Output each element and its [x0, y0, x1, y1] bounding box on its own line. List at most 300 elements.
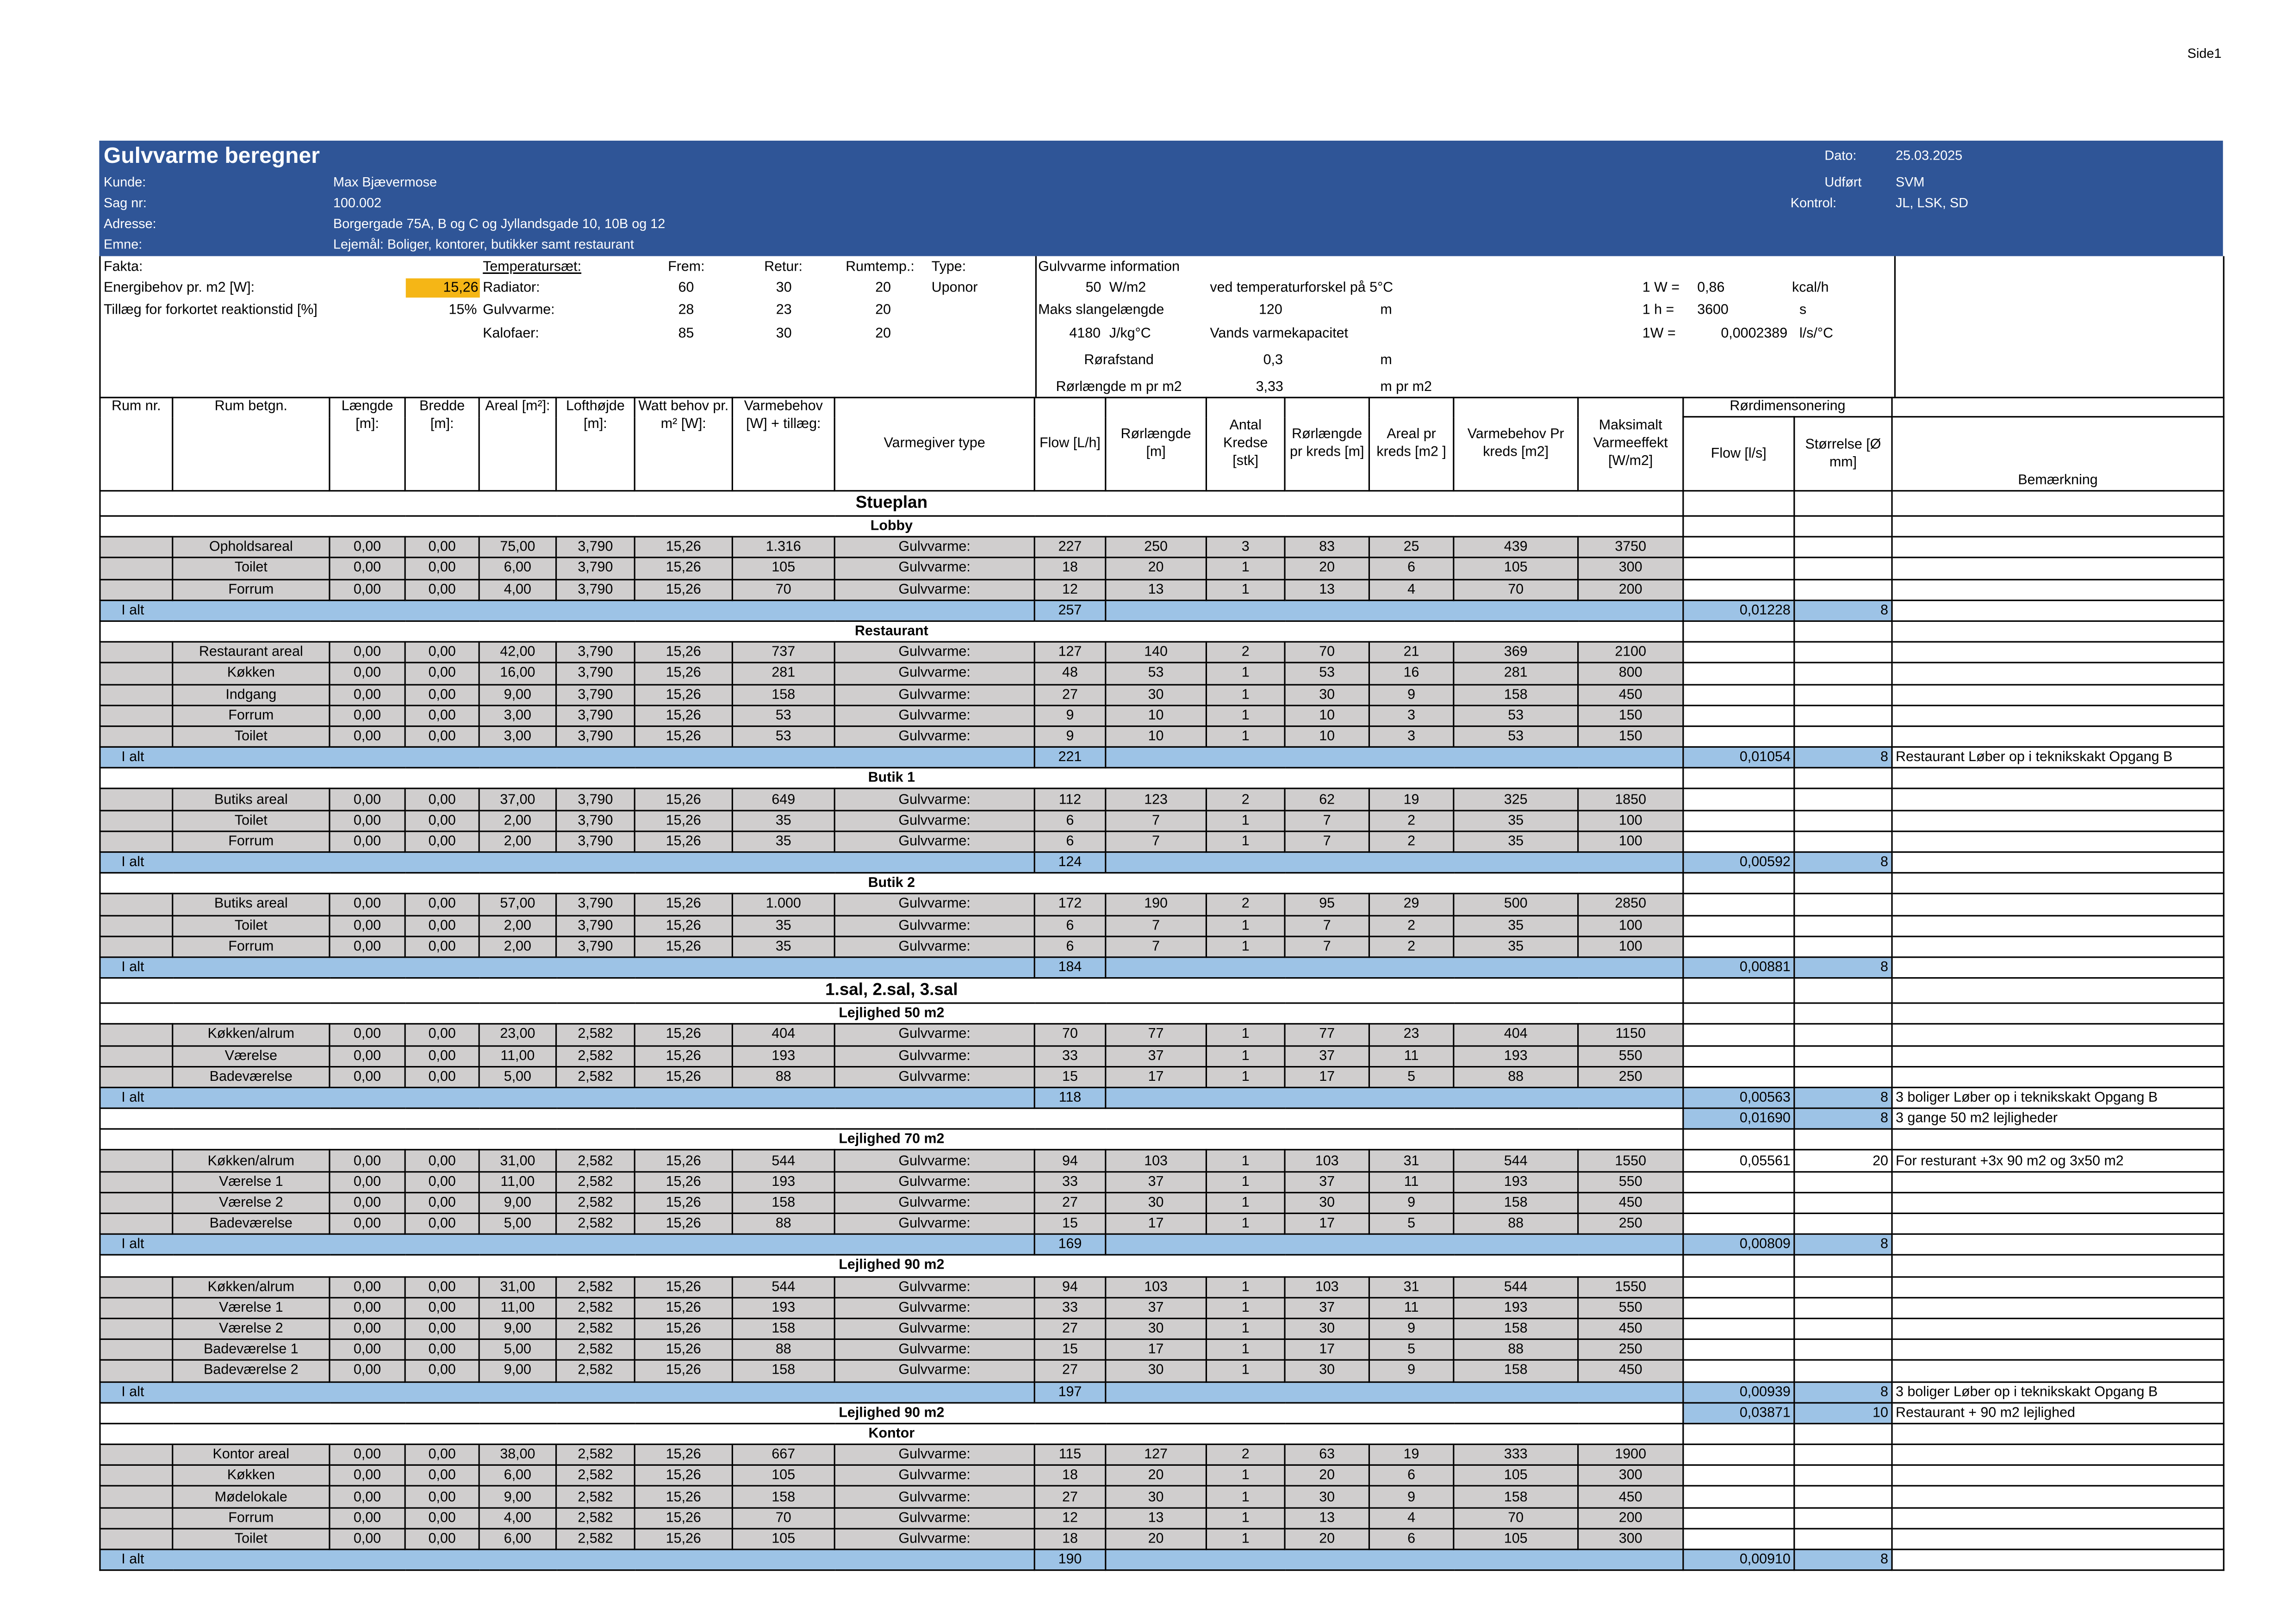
data-cell: 37 [1106, 1045, 1207, 1066]
data-cell: 2 [1369, 936, 1453, 957]
flow-ls-cell [1683, 915, 1794, 936]
data-cell: 550 [1578, 1172, 1683, 1192]
data-cell: 0,00 [405, 894, 479, 915]
data-cell: Toilet [173, 726, 330, 747]
stoerrelse-cell [1794, 1444, 1892, 1465]
data-cell: 544 [1454, 1277, 1578, 1297]
group-header [100, 768, 2224, 789]
cell [1683, 621, 1794, 642]
stoerrelse-cell: 8 [1794, 600, 1892, 621]
table-row [100, 1045, 2224, 1066]
data-cell: 105 [1454, 1528, 1578, 1549]
data-cell: 70 [1034, 1024, 1106, 1045]
data-cell: 2100 [1578, 642, 1683, 663]
table-row [100, 537, 2224, 558]
bemaerkning-cell [1892, 936, 2224, 957]
data-cell: 6 [1034, 831, 1106, 852]
data-cell: 7 [1285, 831, 1369, 852]
data-cell: 15 [1034, 1066, 1106, 1087]
data-cell: 0,00 [330, 1297, 405, 1318]
cell [1794, 873, 1892, 894]
data-cell: 158 [1454, 1192, 1578, 1213]
table-row [100, 663, 2224, 684]
table-row [100, 1318, 2224, 1339]
data-cell: 158 [1454, 1360, 1578, 1381]
data-cell: 2,582 [556, 1066, 635, 1087]
data-cell: 140 [1106, 642, 1207, 663]
data-cell: 6,00 [479, 1528, 556, 1549]
data-cell: Restaurant areal [173, 642, 330, 663]
rum-nr-cell [100, 1066, 173, 1087]
stoerrelse-cell [1794, 558, 1892, 579]
blank-cell [100, 1108, 1683, 1129]
total-row [100, 1087, 2224, 1108]
data-cell: 2,582 [556, 1277, 635, 1297]
header-value-udfoert: SVM [1896, 174, 1925, 190]
data-cell: 2 [1206, 894, 1285, 915]
data-cell: 2 [1206, 789, 1285, 810]
data-cell: 13 [1285, 1507, 1369, 1528]
total-flow: 190 [1034, 1550, 1106, 1570]
data-cell: 1 [1206, 1066, 1285, 1087]
data-cell: 112 [1034, 789, 1106, 810]
header-value-adresse: Borgergade 75A, B og C og Jyllandsgade 10, 10B og 12 [333, 216, 666, 231]
sheet-label: Side1 [2187, 46, 2221, 61]
table-row [100, 726, 2224, 747]
data-cell: 737 [732, 642, 834, 663]
divider [2223, 256, 2224, 397]
data-cell: Forrum [173, 936, 330, 957]
data-cell: 15,26 [635, 1339, 732, 1360]
data-cell: 1 [1206, 579, 1285, 600]
stoerrelse-cell [1794, 936, 1892, 957]
data-cell: 250 [1106, 537, 1207, 558]
data-cell: 3,790 [556, 789, 635, 810]
bemaerkning-cell [1892, 684, 2224, 705]
data-cell: 9,00 [479, 1487, 556, 1507]
data-cell: 2,582 [556, 1297, 635, 1318]
data-cell: 15,26 [635, 1213, 732, 1234]
data-cell: 15,26 [635, 936, 732, 957]
data-cell: 3,00 [479, 726, 556, 747]
stoerrelse-cell: 8 [1794, 1087, 1892, 1108]
data-cell: 227 [1034, 537, 1106, 558]
data-cell: 2,582 [556, 1528, 635, 1549]
data-cell: 15,26 [635, 915, 732, 936]
stoerrelse-cell: 8 [1794, 1382, 1892, 1402]
total-fill [1106, 957, 1683, 978]
data-cell: 105 [1454, 558, 1578, 579]
data-cell: 15,26 [635, 1318, 732, 1339]
data-cell: Gulvvarme: [834, 1172, 1034, 1192]
data-cell: 5 [1369, 1066, 1453, 1087]
rum-nr-cell [100, 579, 173, 600]
bemaerkning-cell [1892, 1528, 2224, 1549]
data-cell: 13 [1106, 579, 1207, 600]
cell [1683, 1003, 1794, 1024]
total-label: I alt [100, 1234, 1034, 1255]
data-cell: 0,00 [330, 1465, 405, 1486]
data-cell: 27 [1034, 1192, 1106, 1213]
group-title: Butik 1 [100, 768, 1683, 789]
flow-ls-cell [1683, 1528, 1794, 1549]
data-cell: 9 [1369, 1192, 1453, 1213]
data-cell: 15,26 [635, 663, 732, 684]
bemaerkning-cell [1892, 600, 2224, 621]
info-unit: W/m2 [1109, 279, 1146, 296]
data-cell: 15,26 [635, 1066, 732, 1087]
data-cell: 100 [1578, 831, 1683, 852]
data-cell: 15,26 [635, 705, 732, 726]
data-cell: 2,582 [556, 1318, 635, 1339]
data-cell: 1 [1206, 1213, 1285, 1234]
data-cell: 0,00 [330, 810, 405, 831]
data-cell: 30 [1106, 1318, 1207, 1339]
col-flow: Flow [L/h] [1034, 397, 1106, 491]
data-cell: 11,00 [479, 1172, 556, 1192]
data-cell: 17 [1285, 1066, 1369, 1087]
temp-label-gulvvarme: Gulvvarme: [483, 302, 555, 318]
data-cell: 3,790 [556, 642, 635, 663]
data-cell: 23 [1369, 1024, 1453, 1045]
data-cell: Gulvvarme: [834, 831, 1034, 852]
data-cell: 37 [1285, 1045, 1369, 1066]
rum-nr-cell [100, 789, 173, 810]
data-cell: Værelse [173, 1045, 330, 1066]
data-cell: 0,00 [330, 1024, 405, 1045]
total-label: I alt [100, 1550, 1034, 1570]
table-body [100, 491, 2224, 1570]
data-cell: 1 [1206, 1507, 1285, 1528]
bemaerkning-cell [1892, 1234, 2224, 1255]
table-row [100, 1297, 2224, 1318]
total-row [100, 1234, 2224, 1255]
data-cell: Gulvvarme: [834, 936, 1034, 957]
table-row [100, 705, 2224, 726]
data-cell: 158 [732, 684, 834, 705]
data-cell: 1 [1206, 1360, 1285, 1381]
rum-nr-cell [100, 936, 173, 957]
bemaerkning-cell [1892, 1360, 2224, 1381]
data-cell: 0,00 [405, 831, 479, 852]
stoerrelse-cell [1794, 1507, 1892, 1528]
data-cell: 544 [1454, 1150, 1578, 1171]
data-cell: 2850 [1578, 894, 1683, 915]
data-cell: 0,00 [330, 1507, 405, 1528]
flow-ls-cell [1683, 537, 1794, 558]
cell [1892, 873, 2224, 894]
data-cell: 42,00 [479, 642, 556, 663]
data-cell: 158 [1454, 1487, 1578, 1507]
col-rum-nr: Rum nr. [100, 397, 173, 491]
stoerrelse-cell: 8 [1794, 747, 1892, 768]
data-cell: 6 [1369, 558, 1453, 579]
rum-nr-cell [100, 558, 173, 579]
data-cell: Gulvvarme: [834, 726, 1034, 747]
data-cell: 15,26 [635, 1024, 732, 1045]
data-cell: 0,00 [405, 1465, 479, 1486]
data-cell: 0,00 [330, 684, 405, 705]
flow-ls-cell [1683, 1507, 1794, 1528]
data-cell: 35 [1454, 810, 1578, 831]
stoerrelse-cell [1794, 1360, 1892, 1381]
info-unit: m [1380, 302, 1392, 318]
data-cell: 88 [1454, 1339, 1578, 1360]
temp-frem-gulvvarme: 28 [678, 302, 694, 318]
bemaerkning-cell [1892, 1277, 2224, 1297]
data-cell: Køkken [173, 1465, 330, 1486]
data-cell: 13 [1285, 579, 1369, 600]
stoerrelse-cell: 10 [1794, 1402, 1892, 1423]
data-cell: 0,00 [405, 1045, 479, 1066]
data-cell: 500 [1454, 894, 1578, 915]
data-cell: 37 [1106, 1172, 1207, 1192]
data-cell: 0,00 [405, 1172, 479, 1192]
data-cell: 15 [1034, 1213, 1106, 1234]
data-cell: 103 [1285, 1277, 1369, 1297]
flow-ls-cell: 0,00910 [1683, 1550, 1794, 1570]
data-cell: Forrum [173, 831, 330, 852]
cell [1794, 768, 1892, 789]
flow-ls-cell: 0,00563 [1683, 1087, 1794, 1108]
data-cell: 62 [1285, 789, 1369, 810]
conv-value: 0,86 [1697, 279, 1725, 296]
data-cell: 30 [1106, 1192, 1207, 1213]
data-cell: Gulvvarme: [834, 642, 1034, 663]
flow-ls-cell: 0,01228 [1683, 600, 1794, 621]
energi-value: 15,26 [406, 279, 480, 298]
data-cell: 2 [1206, 642, 1285, 663]
rum-nr-cell [100, 1465, 173, 1486]
flow-ls-cell [1683, 1277, 1794, 1297]
data-cell: 25 [1369, 537, 1453, 558]
data-cell: Gulvvarme: [834, 1465, 1034, 1486]
data-cell: 5,00 [479, 1339, 556, 1360]
data-cell: 9,00 [479, 1192, 556, 1213]
data-cell: 15,26 [635, 1297, 732, 1318]
data-cell: 404 [1454, 1024, 1578, 1045]
cell [1892, 1129, 2224, 1150]
temp-header: Temperatursæt: [483, 259, 582, 276]
data-cell: 1 [1206, 705, 1285, 726]
data-cell: 0,00 [330, 936, 405, 957]
divider [1894, 256, 1896, 397]
data-cell: 0,00 [405, 1297, 479, 1318]
data-cell: 0,00 [405, 726, 479, 747]
group-header [100, 1003, 2224, 1024]
bemaerkning-cell [1892, 642, 2224, 663]
data-cell: 7 [1106, 915, 1207, 936]
data-cell: 300 [1578, 1465, 1683, 1486]
stoerrelse-cell [1794, 1024, 1892, 1045]
data-cell: 3,790 [556, 663, 635, 684]
stoerrelse-cell [1794, 1277, 1892, 1297]
bemaerkning-cell [1892, 1024, 2224, 1045]
data-cell: 11 [1369, 1045, 1453, 1066]
data-cell: 1 [1206, 810, 1285, 831]
data-cell: 450 [1578, 684, 1683, 705]
data-cell: 158 [1454, 684, 1578, 705]
conv-unit: l/s/°C [1799, 326, 1833, 342]
col-laengde: Længde [m]: [330, 397, 405, 491]
col-group-roerdimensonering: Rørdimensonering [1683, 397, 1892, 417]
stoerrelse-cell [1794, 663, 1892, 684]
rum-nr-cell [100, 1297, 173, 1318]
flow-ls-cell [1683, 1192, 1794, 1213]
data-cell: 15,26 [635, 579, 732, 600]
table-row [100, 915, 2224, 936]
data-cell: 9 [1369, 1318, 1453, 1339]
data-cell: 0,00 [405, 1487, 479, 1507]
conv-label: 1 h = [1642, 302, 1674, 318]
bemaerkning-cell [1892, 894, 2224, 915]
data-cell: 9,00 [479, 1318, 556, 1339]
data-cell: 3,790 [556, 579, 635, 600]
flow-ls-cell: 0,01054 [1683, 747, 1794, 768]
data-cell: 37,00 [479, 789, 556, 810]
stoerrelse-cell [1794, 831, 1892, 852]
data-cell: 77 [1285, 1024, 1369, 1045]
stoerrelse-cell [1794, 1465, 1892, 1486]
group-header [100, 1255, 2224, 1276]
bemaerkning-cell [1892, 1487, 2224, 1507]
data-cell: 15,26 [635, 1045, 732, 1066]
data-cell: 15,26 [635, 642, 732, 663]
bemaerkning-cell [1892, 663, 2224, 684]
cell [1794, 1255, 1892, 1276]
data-cell: 7 [1285, 915, 1369, 936]
data-cell: 1.316 [732, 537, 834, 558]
data-cell: 38,00 [479, 1444, 556, 1465]
data-cell: 3,790 [556, 831, 635, 852]
data-cell: 100 [1578, 915, 1683, 936]
data-cell: 1 [1206, 1465, 1285, 1486]
temp-rum-gulvvarme: 20 [875, 302, 891, 318]
data-cell: 1 [1206, 915, 1285, 936]
data-cell: 2 [1369, 915, 1453, 936]
data-cell: 0,00 [330, 1172, 405, 1192]
data-cell: 1 [1206, 1192, 1285, 1213]
data-cell: 5 [1369, 1339, 1453, 1360]
stoerrelse-cell: 8 [1794, 957, 1892, 978]
data-cell: 2,00 [479, 936, 556, 957]
stoerrelse-cell [1794, 789, 1892, 810]
tillaeg-label: Tillæg for forkortet reaktionstid [%] [104, 302, 317, 318]
data-cell: 88 [1454, 1213, 1578, 1234]
data-cell: 30 [1106, 1487, 1207, 1507]
data-cell: 6,00 [479, 1465, 556, 1486]
stoerrelse-cell [1794, 642, 1892, 663]
data-cell: 70 [1454, 1507, 1578, 1528]
flow-ls-cell [1683, 789, 1794, 810]
data-cell: 30 [1285, 1318, 1369, 1339]
data-cell: Gulvvarme: [834, 558, 1034, 579]
data-cell: 325 [1454, 789, 1578, 810]
data-cell: 250 [1578, 1066, 1683, 1087]
bemaerkning-cell [1892, 1444, 2224, 1465]
header-label-udfoert: Udført [1824, 174, 1862, 190]
section-title: Stueplan [100, 491, 1683, 516]
data-cell: 1 [1206, 831, 1285, 852]
data-cell: Gulvvarme: [834, 915, 1034, 936]
total-fill [1106, 1550, 1683, 1570]
data-cell: 95 [1285, 894, 1369, 915]
group-title: Butik 2 [100, 873, 1683, 894]
data-cell: 439 [1454, 537, 1578, 558]
data-cell: 15,26 [635, 1507, 732, 1528]
fakta-block [99, 256, 2224, 397]
bemaerkning-cell [1892, 915, 2224, 936]
energi-label: Energibehov pr. m2 [W]: [104, 279, 255, 296]
data-cell: 15,26 [635, 1465, 732, 1486]
data-cell: 18 [1034, 1528, 1106, 1549]
col-areal-kreds: Areal pr kreds [m2 ] [1369, 397, 1453, 491]
cell [1892, 491, 2224, 516]
cell [1794, 621, 1892, 642]
data-cell: 0,00 [405, 810, 479, 831]
data-cell: 333 [1454, 1444, 1578, 1465]
stoerrelse-cell [1794, 1045, 1892, 1066]
table-row [100, 789, 2224, 810]
data-cell: Gulvvarme: [834, 1066, 1034, 1087]
rum-nr-cell [100, 1444, 173, 1465]
stoerrelse-cell: 20 [1794, 1150, 1892, 1171]
data-cell: 649 [732, 789, 834, 810]
data-cell: 0,00 [330, 1277, 405, 1297]
data-cell: 0,00 [405, 936, 479, 957]
data-cell: 2,582 [556, 1487, 635, 1507]
total-row [100, 600, 2224, 621]
data-cell: 35 [1454, 915, 1578, 936]
data-cell: 20 [1285, 558, 1369, 579]
total-flow: 124 [1034, 852, 1106, 873]
data-cell: 1 [1206, 684, 1285, 705]
data-cell: 53 [1106, 663, 1207, 684]
data-cell: 0,00 [330, 894, 405, 915]
total-flow: 221 [1034, 747, 1106, 768]
header-label-sag: Sag nr: [104, 195, 147, 211]
data-cell: 53 [1285, 663, 1369, 684]
data-cell: 35 [732, 810, 834, 831]
data-cell: 70 [1285, 642, 1369, 663]
info-value: 3,33 [1256, 379, 1283, 396]
data-cell: 103 [1106, 1277, 1207, 1297]
table-row [100, 1465, 2224, 1486]
data-cell: 105 [732, 558, 834, 579]
data-cell: Kontor areal [173, 1444, 330, 1465]
data-cell: 0,00 [405, 684, 479, 705]
data-cell: Gulvvarme: [834, 684, 1034, 705]
data-cell: 20 [1285, 1528, 1369, 1549]
data-cell: 17 [1285, 1339, 1369, 1360]
total-fill [1106, 600, 1683, 621]
stoerrelse-cell [1794, 1487, 1892, 1507]
info-label: Rørlængde m pr m2 [1056, 379, 1182, 396]
data-cell: 0,00 [330, 642, 405, 663]
section-header [100, 491, 2224, 516]
flow-ls-cell [1683, 642, 1794, 663]
header-label-adresse: Adresse: [104, 216, 156, 231]
flow-ls-cell [1683, 1444, 1794, 1465]
data-cell: Køkken/alrum [173, 1150, 330, 1171]
data-cell: Gulvvarme: [834, 1318, 1034, 1339]
data-cell: 0,00 [405, 1444, 479, 1465]
data-cell: 250 [1578, 1213, 1683, 1234]
data-cell: Værelse 2 [173, 1192, 330, 1213]
col-watt-behov: Watt behov pr. m² [W]: [635, 397, 732, 491]
data-cell: 88 [732, 1066, 834, 1087]
data-cell: 200 [1578, 1507, 1683, 1528]
